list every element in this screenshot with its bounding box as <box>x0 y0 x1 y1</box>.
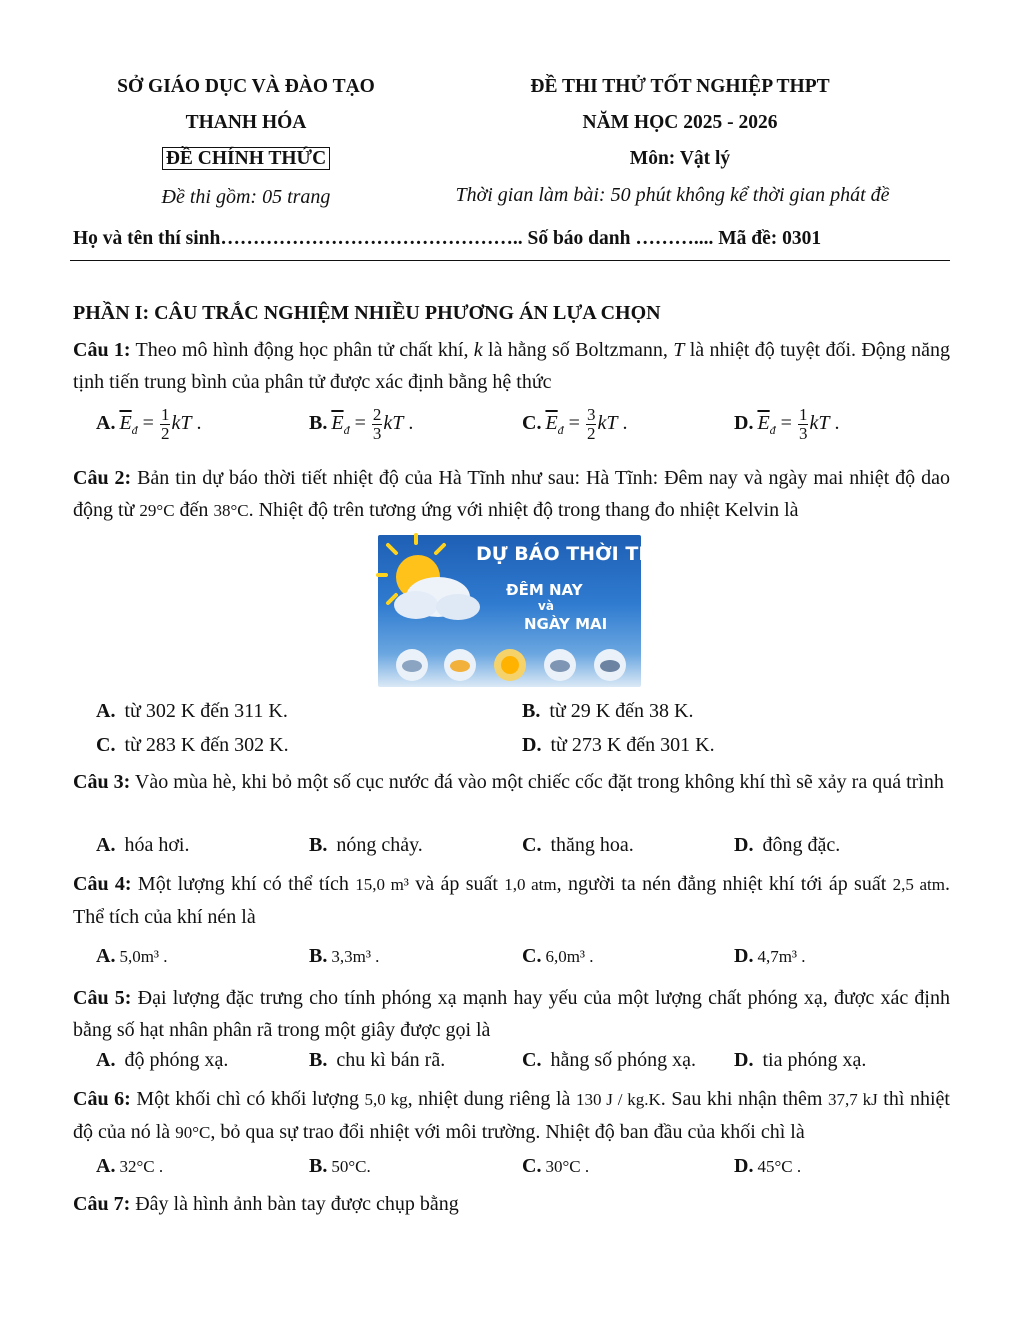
question-4 <box>73 868 950 933</box>
option-label: C. <box>96 734 116 756</box>
question-5 <box>73 982 950 1046</box>
option-a <box>96 700 288 723</box>
equals-sign: = <box>563 412 585 435</box>
mass-value: 5,0 kg <box>364 1090 408 1109</box>
option-label: C. <box>522 412 542 435</box>
fraction-denominator: 2 <box>160 424 170 443</box>
option-text: từ 283 K đến 302 K. <box>119 734 289 756</box>
option-b <box>309 406 413 443</box>
temperature-value: 90°C <box>175 1123 211 1142</box>
option-label: D. <box>734 834 754 856</box>
kt-term: kT <box>597 412 618 435</box>
heat-value: 37,7 kJ <box>828 1090 878 1109</box>
energy-symbol: $\overline{E}$ <box>757 412 770 435</box>
question-label: Câu 5: <box>73 987 132 1009</box>
question-text: . Sau khi nhận thêm <box>660 1088 829 1110</box>
weather-line-3: NGÀY MAI <box>524 615 608 633</box>
option-label: D. <box>734 945 754 967</box>
question-text: đến <box>174 499 214 521</box>
symbol-t: T <box>673 339 685 361</box>
kt-term: kT <box>171 412 192 435</box>
header-divider <box>70 260 950 261</box>
question-text: Theo mô hình động học phân tử chất khí, <box>130 339 474 361</box>
question-1 <box>73 334 950 398</box>
question-text: . Nhiệt độ trên tương ứng với nhiệt độ trong thang đo nhiệt Kelvin là <box>248 499 799 521</box>
kt-term: kT <box>383 412 404 435</box>
option-text: 4,7m³ <box>757 947 798 966</box>
option-end: . <box>366 1157 371 1176</box>
question-6 <box>73 1083 950 1149</box>
option-text: 50°C <box>331 1157 367 1176</box>
symbol-k: k <box>473 339 483 361</box>
energy-subscript: đ <box>131 423 138 438</box>
energy-symbol: $\overline{E}$ <box>119 412 132 435</box>
question-text: Một lượng khí có thể tích <box>131 873 356 895</box>
student-info-line: Họ và tên thí sinh……………………………………….. Số báo danh ……….... Mã đề: 0301 <box>73 228 822 249</box>
question-text: , bỏ qua sự trao đổi nhiệt với môi trường. Nhiệt độ ban đầu của khối chì là <box>210 1121 805 1143</box>
option-label: C. <box>522 1049 542 1071</box>
energy-subscript: đ <box>769 423 776 438</box>
question-text: . Thể tích của khí nén là <box>73 873 950 928</box>
option-d <box>734 945 806 968</box>
option-c <box>522 834 634 857</box>
question-text: là nhiệt độ tuyệt đối. Động năng tịnh tiến trung bình của phân tử được xác định bằng hệ thức <box>73 339 950 393</box>
option-a <box>96 1155 163 1178</box>
option-label: D. <box>734 1049 754 1071</box>
option-text: tia phóng xạ. <box>757 1049 867 1071</box>
option-label: B. <box>309 945 328 967</box>
option-end: . <box>191 412 202 435</box>
question-text: Vào mùa hè, khi bỏ một số cục nước đá vào một chiếc cốc đặt trong không khí thì sẽ xảy ra quá trình <box>130 771 944 793</box>
option-label: A. <box>96 1155 116 1177</box>
option-c <box>522 406 627 443</box>
option-text: hằng số phóng xạ. <box>545 1049 696 1071</box>
school-year: NĂM HỌC 2025 - 2026 <box>582 112 778 133</box>
option-text: 45°C <box>757 1157 793 1176</box>
equals-sign: = <box>775 412 797 435</box>
option-label: C. <box>522 945 542 967</box>
fraction <box>372 406 383 443</box>
energy-subscript: đ <box>343 423 350 438</box>
question-label: Câu 2: <box>73 467 132 489</box>
option-label: B. <box>522 700 541 722</box>
option-end: . <box>797 947 806 966</box>
option-end: . <box>370 947 380 966</box>
question-text: Đây là hình ảnh bàn tay được chụp bằng <box>130 1193 459 1215</box>
option-end: . <box>585 947 594 966</box>
option-text: 32°C <box>119 1157 155 1176</box>
energy-symbol: $\overline{E}$ <box>331 412 344 435</box>
question-text: , nhiệt dung riêng là <box>407 1088 576 1110</box>
option-text: 6,0m³ <box>545 947 586 966</box>
pressure-initial: 1,0 atm <box>504 875 557 894</box>
option-c <box>522 1049 696 1072</box>
option-text: hóa hơi. <box>119 834 190 856</box>
weather-forecast-image <box>378 535 672 687</box>
question-text: là hằng số Boltzmann, <box>482 339 674 361</box>
exam-title: ĐỀ THI THỬ TỐT NGHIỆP THPT <box>530 76 830 97</box>
equals-sign: = <box>349 412 371 435</box>
weather-title: DỰ BÁO THỜI TIẾT <box>476 543 672 565</box>
equals-sign: = <box>137 412 159 435</box>
question-label: Câu 3: <box>73 771 131 793</box>
option-text: 30°C <box>545 1157 581 1176</box>
option-d <box>734 1155 801 1178</box>
volume-value: 15,0 m³ <box>355 875 409 894</box>
specific-heat-value: 130 J / kg.K <box>575 1090 661 1109</box>
option-label: A. <box>96 700 116 722</box>
option-d <box>522 734 715 757</box>
question-label: Câu 6: <box>73 1088 131 1110</box>
fraction-numerator: 1 <box>160 405 170 424</box>
option-end: . <box>403 412 414 435</box>
option-end: . <box>154 1157 164 1176</box>
option-text: đông đặc. <box>757 834 841 856</box>
option-text: nóng chảy. <box>331 834 423 856</box>
time-limit: Thời gian làm bài: 50 phút không kể thời gian phát đề <box>455 184 890 206</box>
option-b <box>522 700 694 723</box>
official-badge: ĐỀ CHÍNH THỨC <box>162 147 330 170</box>
option-end: . <box>580 1157 590 1176</box>
option-b <box>309 945 379 968</box>
option-label: A. <box>96 945 116 967</box>
option-label: A. <box>96 1049 116 1071</box>
question-text: , người ta nén đẳng nhiệt khí tới áp suất <box>556 873 893 895</box>
option-label: C. <box>522 834 542 856</box>
fraction <box>160 406 171 443</box>
option-c <box>96 734 289 757</box>
weather-line-2: và <box>538 599 554 613</box>
question-label: Câu 4: <box>73 873 132 895</box>
option-end: . <box>617 412 628 435</box>
option-text: độ phóng xạ. <box>119 1049 229 1071</box>
department-name: SỞ GIÁO DỤC VÀ ĐÀO TẠO <box>117 76 375 97</box>
section-title: PHẦN I: CÂU TRẮC NGHIỆM NHIỀU PHƯƠNG ÁN LỰA CHỌN <box>73 302 661 324</box>
option-d <box>734 406 839 443</box>
temperature-high: 38°C <box>213 501 249 520</box>
option-text: từ 29 K đến 38 K. <box>544 700 694 722</box>
weather-line-1: ĐÊM NAY <box>506 581 583 599</box>
question-text: Đại lượng đặc trưng cho tính phóng xạ mạnh hay yếu của một lượng chất phóng xạ, được xác định bằng số hạt nhân phân rã trong một giây được gọi là <box>73 987 950 1041</box>
question-text: Bản tin dự báo thời tiết nhiệt độ của Hà Tĩnh như sau: Hà Tĩnh: Đêm nay và ngày mai nhiệt độ dao động từ <box>73 467 950 521</box>
option-text: 3,3m³ <box>331 947 371 966</box>
option-label: B. <box>309 1155 328 1177</box>
question-label: Câu 7: <box>73 1193 131 1215</box>
option-d <box>734 834 840 857</box>
option-end: . <box>829 412 840 435</box>
question-text: và áp suất <box>408 873 505 895</box>
fraction-denominator: 2 <box>586 424 596 443</box>
option-d <box>734 1049 866 1072</box>
option-label: B. <box>309 412 328 435</box>
question-2 <box>73 462 950 527</box>
fraction <box>798 406 809 443</box>
option-label: D. <box>522 734 542 756</box>
fraction-denominator: 3 <box>372 424 382 443</box>
option-a <box>96 1049 228 1072</box>
energy-symbol: $\overline{E}$ <box>545 412 558 435</box>
option-label: D. <box>734 412 754 435</box>
option-c <box>522 1155 589 1178</box>
option-label: B. <box>309 1049 328 1071</box>
province-name: THANH HÓA <box>185 112 307 133</box>
option-label: A. <box>96 834 116 856</box>
option-b <box>309 834 423 857</box>
energy-subscript: đ <box>557 423 564 438</box>
question-label: Câu 1: <box>73 339 131 361</box>
question-text: Một khối chì có khối lượng <box>130 1088 365 1110</box>
option-label: D. <box>734 1155 754 1177</box>
option-label: A. <box>96 412 116 435</box>
subject: Môn: Vật lý <box>629 148 731 169</box>
option-end: . <box>792 1157 802 1176</box>
option-b <box>309 1049 445 1072</box>
option-text: từ 302 K đến 311 K. <box>119 700 288 722</box>
page-count: Đề thi gồm: 05 trang <box>161 186 331 208</box>
kt-term: kT <box>809 412 830 435</box>
option-a <box>96 834 189 857</box>
fraction-numerator: 3 <box>586 405 596 424</box>
fraction-denominator: 3 <box>798 424 808 443</box>
option-b <box>309 1155 371 1178</box>
option-end: . <box>159 947 168 966</box>
official-badge-wrap <box>70 148 422 170</box>
option-c <box>522 945 594 968</box>
question-3 <box>73 766 950 798</box>
fraction-numerator: 1 <box>798 405 808 424</box>
temperature-low: 29°C <box>139 501 175 520</box>
option-text: thăng hoa. <box>545 834 634 856</box>
fraction-numerator: 2 <box>372 405 382 424</box>
option-text: từ 273 K đến 301 K. <box>545 734 715 756</box>
option-a <box>96 945 168 968</box>
option-a <box>96 406 201 443</box>
option-label: B. <box>309 834 328 856</box>
fraction <box>586 406 597 443</box>
question-7 <box>73 1188 950 1220</box>
question-text: thì nhiệt độ của nó là <box>73 1088 950 1143</box>
pressure-final: 2,5 atm <box>892 875 945 894</box>
option-text: chu kì bán rã. <box>331 1049 446 1071</box>
option-label: C. <box>522 1155 542 1177</box>
option-text: 5,0m³ <box>119 947 160 966</box>
